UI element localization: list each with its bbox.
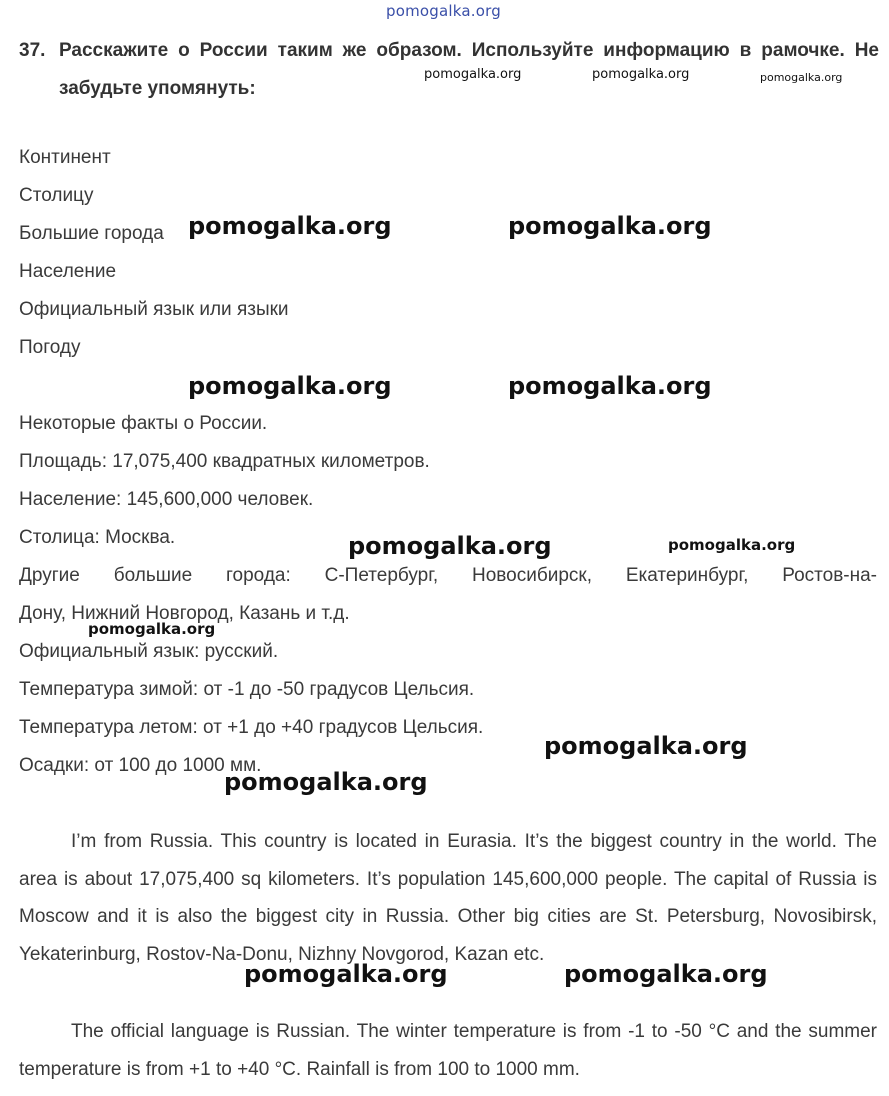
- watermark: pomogalka.org: [88, 620, 216, 638]
- mention-item-capital: Столицу: [19, 185, 94, 206]
- watermark: pomogalka.org: [188, 212, 392, 240]
- watermark: pomogalka.org: [564, 960, 768, 988]
- fact-language: Официальный язык: русский.: [19, 641, 279, 662]
- watermark: pomogalka.org: [188, 372, 392, 400]
- answer-paragraph-1-text: I’m from Russia. This country is located in Eurasia. It’s the biggest country in the world. The area is about 17,075,400 sq kilometers. It’s population 145,600,000 people. The capital of Russia is Moscow and it is also the biggest city in Russia. Other big cities are St. Petersburg, Novosibirsk, Yekaterinburg, Rostov-Na-Donu, Nizhny Novgorod, Kazan etc.: [19, 831, 877, 965]
- fact-capital: Столица: Москва.: [19, 527, 176, 548]
- fact-rainfall: Осадки: от 100 до 1000 мм.: [19, 755, 262, 776]
- watermark: pomogalka.org: [224, 768, 428, 796]
- fact-summer-temp: Температура летом: от +1 до +40 градусов Цельсия.: [19, 717, 484, 738]
- exercise-text: Расскажите о России таким же образом. Используйте информацию в рамочке. Не забудьте упомянуть:: [59, 40, 879, 99]
- fact-cities-line2: Дону, Нижний Новгород, Казань и т.д.: [19, 603, 350, 624]
- fact-population: Население: 145,600,000 человек.: [19, 489, 314, 510]
- watermark: pomogalka.org: [424, 67, 522, 82]
- facts-heading: Некоторые факты о России.: [19, 413, 268, 434]
- mention-item-continent: Континент: [19, 147, 111, 168]
- watermark: pomogalka.org: [760, 71, 843, 84]
- exercise-number: 37.: [19, 40, 46, 61]
- fact-area: Площадь: 17,075,400 квадратных километров.: [19, 451, 430, 472]
- watermark: pomogalka.org: [668, 536, 796, 554]
- fact-winter-temp: Температура зимой: от -1 до -50 градусов Цельсия.: [19, 679, 475, 700]
- fact-cities-line1: Другие большие города: С-Петербург, Новосибирск, Екатеринбург, Ростов-на-: [19, 565, 877, 586]
- watermark: pomogalka.org: [508, 372, 712, 400]
- answer-paragraph-2-text: The official language is Russian. The winter temperature is from -1 to -50 °C and the summer temperature is from +1 to +40 °C. Rainfall is from 100 to 1000 mm.: [19, 1021, 877, 1080]
- mention-item-big-cities: Большие города: [19, 223, 164, 244]
- watermark: pomogalka.org: [244, 960, 448, 988]
- watermark-top: pomogalka.org: [386, 2, 501, 20]
- mention-item-weather: Погоду: [19, 337, 81, 358]
- watermark: pomogalka.org: [348, 532, 552, 560]
- watermark: pomogalka.org: [592, 67, 690, 82]
- answer-paragraph-2: [19, 1013, 877, 1088]
- mention-item-language: Официальный язык или языки: [19, 299, 289, 320]
- mention-item-population: Население: [19, 261, 117, 282]
- answer-paragraph-1: [19, 823, 877, 973]
- watermark: pomogalka.org: [508, 212, 712, 240]
- watermark: pomogalka.org: [544, 732, 748, 760]
